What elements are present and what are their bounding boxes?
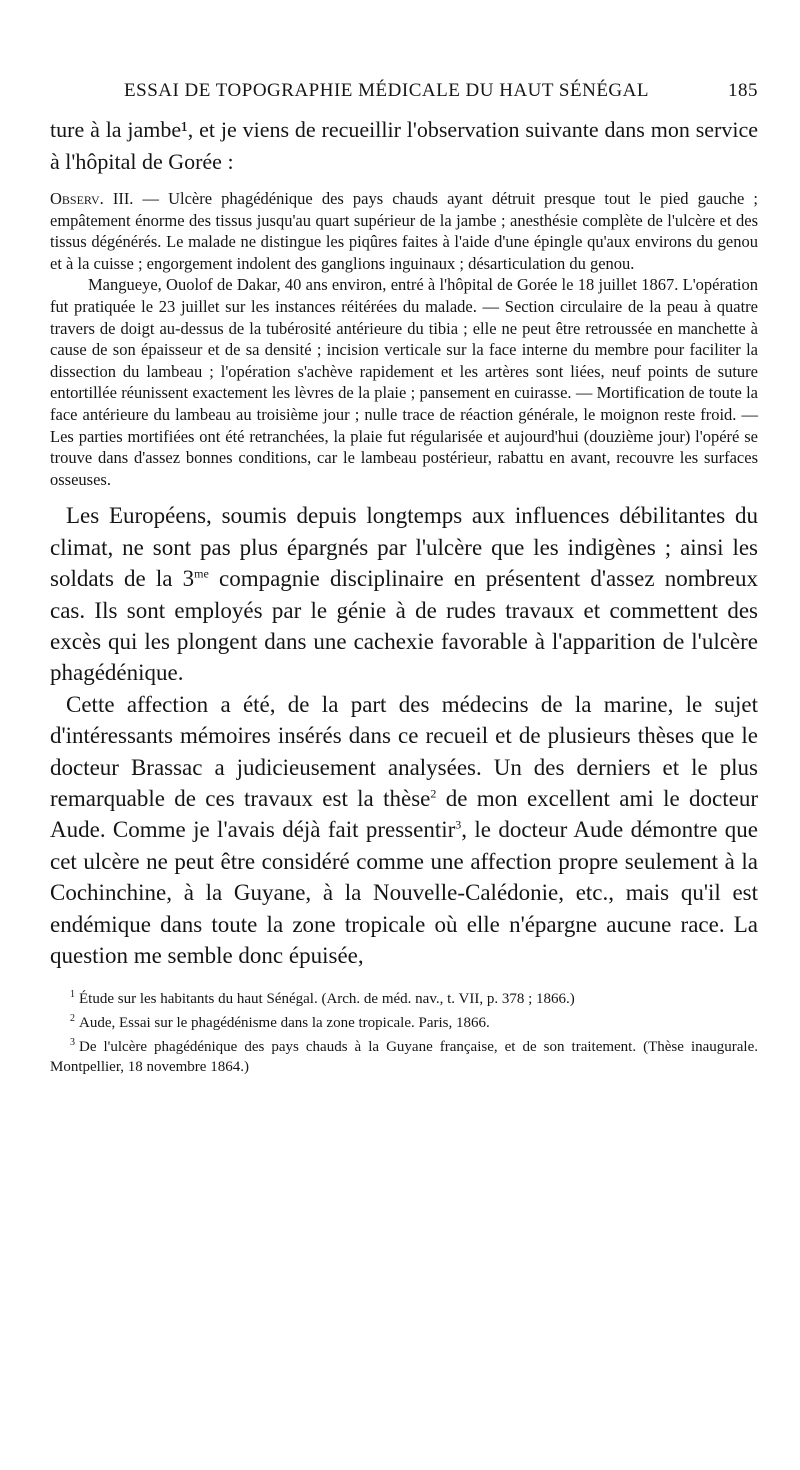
- observation-summary: [50, 188, 758, 274]
- paragraph-europeans: [50, 500, 758, 688]
- observation-summary-text: — Ulcère phagédénique des pays chauds ayant détruit presque tout le pied gauche ; empâtement énorme des tissus jusqu'au quart supérieur de la jambe ; anesthésie complète de l'ulcère et des tissus dégénérés. Le malade ne distingue les piqûres faites à l'aide d'une épingle qu'aux environs du genou et à la cuisse ; engorgement indolent des ganglions inguinaux ; désarticulation du genou.: [50, 189, 758, 273]
- footnote: [50, 1033, 758, 1077]
- paragraph-affection: [50, 689, 758, 972]
- footnote-text: Étude sur les habitants du haut Sénégal. (Arch. de méd. nav., t. VII, p. 378 ; 1866.): [79, 991, 575, 1008]
- running-header: [55, 80, 758, 114]
- paragraph-europeans-text-a: Les Européens, soumis depuis longtemps aux influences débilitantes du climat, ne sont pas plus épargnés par l'ulcère que les indigènes ; ainsi les soldats de la 3: [50, 503, 758, 592]
- paragraph-affection-text-c: , le docteur Aude démontre que cet ulcère ne peut être considéré comme une affection propre seulement à la Cochinchine, à la Guyane, à la Nouvelle-Calédonie, etc., mais qu'il est endémique dans toute la zone tropicale où elle n'épargne aucune race. La question me semble donc épuisée,: [50, 817, 758, 968]
- running-title: ESSAI DE TOPOGRAPHIE MÉDICALE DU HAUT SÉNÉGAL: [124, 80, 649, 101]
- footnote-number: 2: [70, 1013, 75, 1025]
- footnote-number: 3: [70, 1037, 75, 1049]
- observation-details: Mangueye, Ouolof de Dakar, 40 ans environ, entré à l'hôpital de Gorée le 18 juillet 1867. L'opération fut pratiquée le 23 juillet sur les instances réitérées du malade. — Section circulaire de la peau à quatre travers de doigt au-dessus de la tubérosité antérieure du tibia ; elle ne peut être retroussée en manchette à cause de son épaisseur et de sa densité ; incision verticale sur la face interne du membre pour faciliter la dissection du lambeau ; l'opération s'achève rapidement et les artères sont liées, neuf points de suture entortillée réunissent exactement les lèvres de la plaie ; pansement en cuirasse. — Mortification de toute la face antérieure du lambeau au troisième jour ; nulle trace de réaction générale, le moignon reste froid. — Les parties mortifiées ont été retranchées, la plaie fut régularisée et aujourd'hui (douzième jour) l'opéré se trouve dans d'assez bonnes conditions, car le lambeau postérieur, rabattu en avant, recouvre les surfaces osseuses.: [50, 275, 758, 489]
- footnote-text: Aude, Essai sur le phagédénisme dans la zone tropicale. Paris, 1866.: [79, 1015, 490, 1032]
- paragraph-affection-text-a: Cette affection a été, de la part des médecins de la marine, le sujet d'intéressants mémoires insérés dans ce recueil et de plusieurs thèses que le docteur Brassac a judicieusement analysées. Un des derniers et le plus remarquable de ces travaux est la thèse: [50, 691, 758, 811]
- footnote-number: 1: [70, 989, 75, 1001]
- footnotes: [50, 985, 758, 1077]
- footnote-ref-3: 3: [455, 817, 462, 832]
- footnote: [50, 985, 758, 1009]
- page-body: [50, 114, 758, 1077]
- footnote-ref-2: 2: [430, 786, 437, 801]
- paragraph-affection-text-b: de mon excellent ami le docteur Aude. Comme je l'avais déjà fait pressentir: [50, 785, 758, 843]
- lead-paragraph: ture à la jambe¹, et je viens de recueillir l'observation suivante dans mon service à l'hôpital de Gorée :: [50, 117, 758, 174]
- ordinal-superscript: me: [194, 566, 209, 581]
- footnote: [50, 1009, 758, 1033]
- observation-label: Observ. III.: [50, 189, 134, 208]
- footnote-text: De l'ulcère phagédénique des pays chauds à la Guyane française, et de son traitement. (Thèse inaugurale. Montpellier, 18 novembre 1864.): [50, 1039, 758, 1076]
- paragraph-europeans-text-b: compagnie disciplinaire en présentent d'assez nombreux cas. Ils sont employés par le génie à de rudes travaux et commettent des excès qui les plongent dans une cachexie favorable à l'apparition de l'ulcère phagédénique.: [50, 566, 758, 686]
- page-number: 185: [728, 80, 758, 101]
